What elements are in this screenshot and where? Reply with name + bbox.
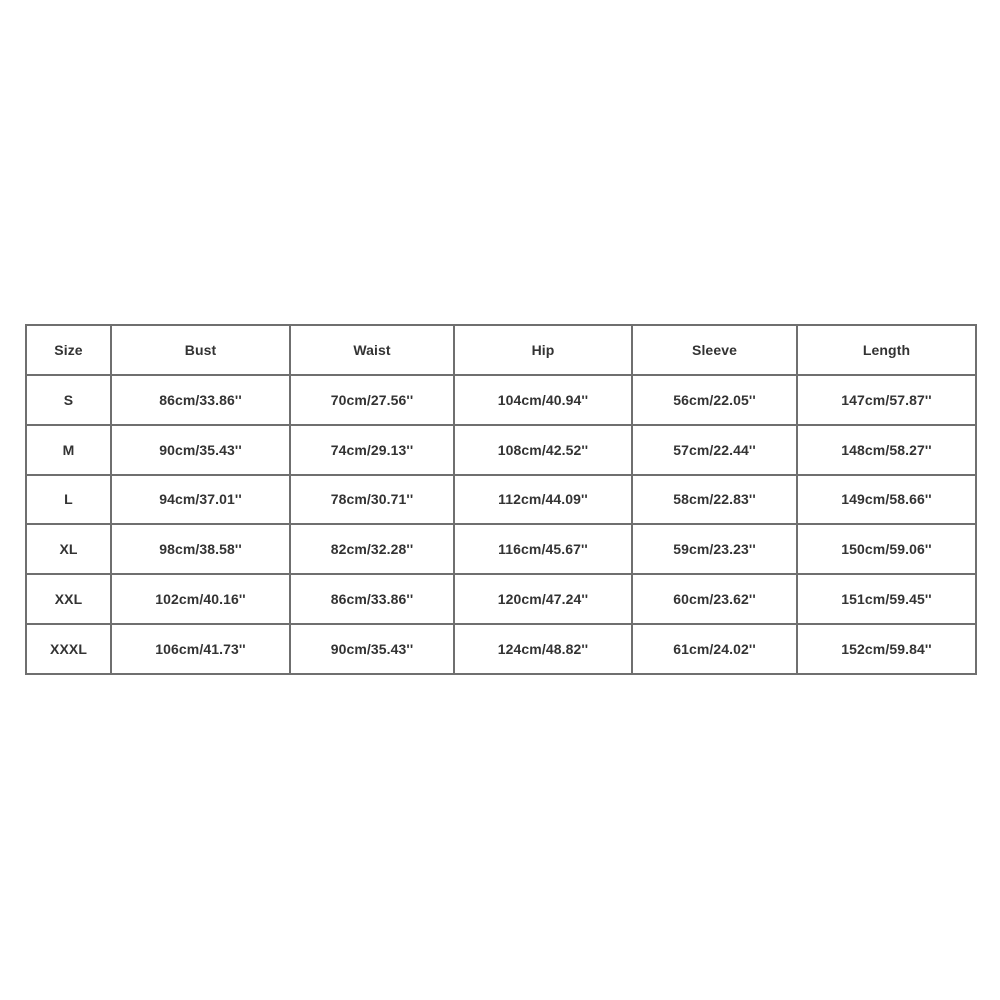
bust-cell: 86cm/33.86'' [111,375,290,425]
sleeve-cell: 60cm/23.62'' [632,574,797,624]
header-cell-sleeve: Sleeve [632,325,797,375]
length-cell: 150cm/59.06'' [797,524,976,574]
size-cell: XXXL [26,624,111,674]
waist-cell: 78cm/30.71'' [290,475,454,525]
length-cell: 151cm/59.45'' [797,574,976,624]
sleeve-cell: 58cm/22.83'' [632,475,797,525]
sleeve-cell: 61cm/24.02'' [632,624,797,674]
table-row [26,574,976,624]
table-row [26,624,976,674]
bust-cell: 90cm/35.43'' [111,425,290,475]
header-cell-hip: Hip [454,325,632,375]
header-row [26,325,976,375]
hip-cell: 116cm/45.67'' [454,524,632,574]
length-cell: 149cm/58.66'' [797,475,976,525]
header-cell-waist: Waist [290,325,454,375]
header-cell-size: Size [26,325,111,375]
table-row [26,475,976,525]
sleeve-cell: 56cm/22.05'' [632,375,797,425]
hip-cell: 124cm/48.82'' [454,624,632,674]
bust-cell: 98cm/38.58'' [111,524,290,574]
length-cell: 152cm/59.84'' [797,624,976,674]
table-row [26,425,976,475]
length-cell: 147cm/57.87'' [797,375,976,425]
table-row [26,375,976,425]
size-cell: L [26,475,111,525]
size-cell: XXL [26,574,111,624]
hip-cell: 108cm/42.52'' [454,425,632,475]
length-cell: 148cm/58.27'' [797,425,976,475]
bust-cell: 102cm/40.16'' [111,574,290,624]
header-cell-length: Length [797,325,976,375]
waist-cell: 90cm/35.43'' [290,624,454,674]
waist-cell: 82cm/32.28'' [290,524,454,574]
size-chart-table [25,324,977,675]
sleeve-cell: 57cm/22.44'' [632,425,797,475]
waist-cell: 74cm/29.13'' [290,425,454,475]
hip-cell: 112cm/44.09'' [454,475,632,525]
header-cell-bust: Bust [111,325,290,375]
hip-cell: 104cm/40.94'' [454,375,632,425]
size-cell: M [26,425,111,475]
waist-cell: 70cm/27.56'' [290,375,454,425]
hip-cell: 120cm/47.24'' [454,574,632,624]
size-cell: XL [26,524,111,574]
waist-cell: 86cm/33.86'' [290,574,454,624]
size-cell: S [26,375,111,425]
sleeve-cell: 59cm/23.23'' [632,524,797,574]
table-row [26,524,976,574]
bust-cell: 94cm/37.01'' [111,475,290,525]
bust-cell: 106cm/41.73'' [111,624,290,674]
